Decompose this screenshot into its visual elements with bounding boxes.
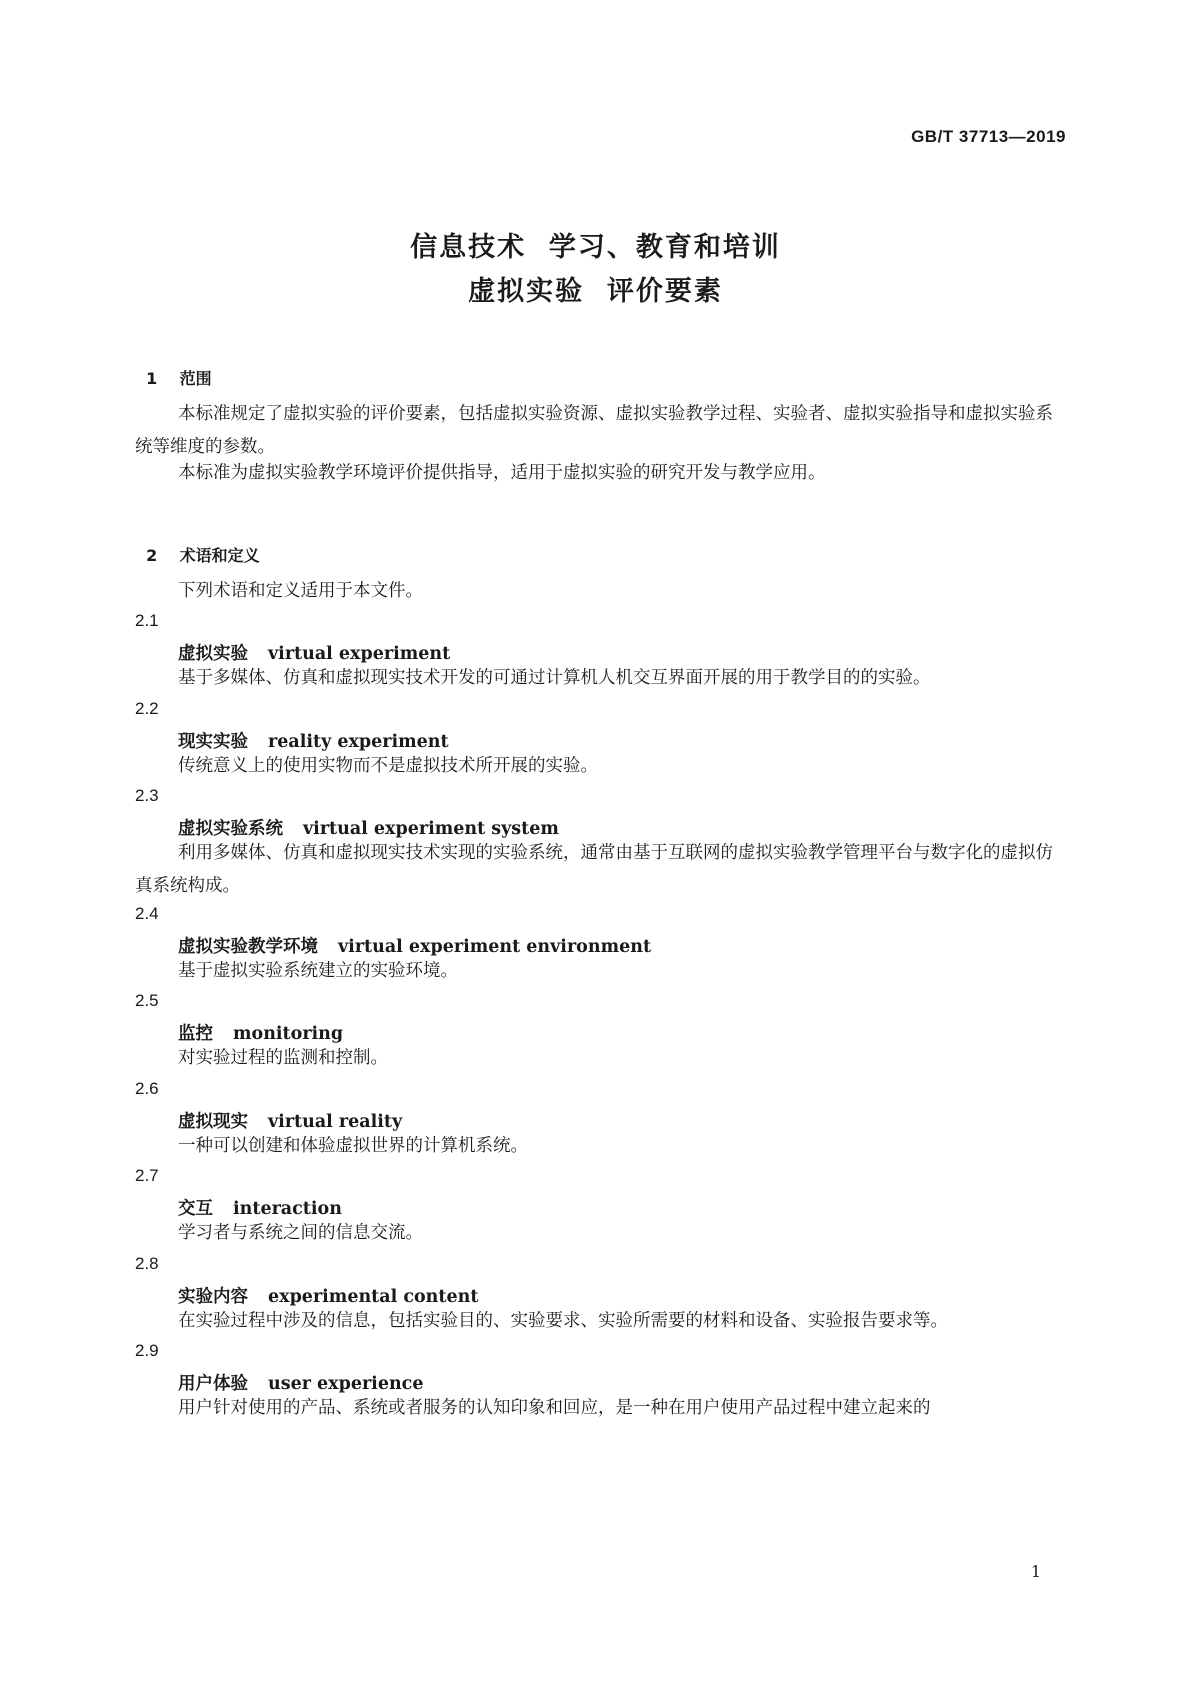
term-zh: 实验内容 bbox=[178, 1287, 248, 1307]
term-definition: 传统意义上的使用实物而不是虚拟技术所开展的实验。 bbox=[178, 756, 598, 776]
term-zh: 虚拟现实 bbox=[178, 1112, 248, 1132]
term-definition: 用户针对使用的产品、系统或者服务的认知印象和回应，是一种在用户使用产品过程中建立起来的 bbox=[178, 1398, 931, 1418]
term-definition: 基于虚拟实验系统建立的实验环境。 bbox=[178, 961, 458, 981]
term-en: virtual experiment system bbox=[303, 819, 559, 839]
term-zh: 用户体验 bbox=[178, 1374, 248, 1394]
term-zh: 现实实验 bbox=[178, 732, 248, 752]
term-number: 2.5 bbox=[135, 991, 159, 1010]
term-number: 2.8 bbox=[135, 1254, 159, 1273]
page-number: 1 bbox=[1030, 1562, 1041, 1581]
term-definition: 一种可以创建和体验虚拟世界的计算机系统。 bbox=[178, 1136, 528, 1156]
term-zh: 虚拟实验系统 bbox=[178, 819, 283, 839]
standard-code: GB/T 37713—2019 bbox=[911, 127, 1066, 146]
title-line-1: 信息技术 学习、教育和培训 bbox=[410, 232, 781, 263]
term-number: 2.7 bbox=[135, 1166, 159, 1185]
term-number: 2.4 bbox=[135, 904, 159, 923]
term-en: virtual experiment bbox=[268, 644, 451, 664]
term-en: virtual experiment environment bbox=[338, 937, 652, 957]
term-number: 2.3 bbox=[135, 786, 159, 805]
term-zh: 虚拟实验教学环境 bbox=[178, 937, 318, 957]
term-definition: 在实验过程中涉及的信息，包括实验目的、实验要求、实验所需要的材料和设备、实验报告要求等。 bbox=[178, 1311, 948, 1331]
document-title bbox=[0, 226, 1191, 314]
term-zh: 交互 bbox=[178, 1199, 213, 1219]
scope-paragraph-1: 本标准规定了虚拟实验的评价要素，包括虚拟实验资源、虚拟实验教学过程、实验者、虚拟实验指导和虚拟实验系统等维度的参数。 bbox=[135, 404, 1053, 457]
section-heading-terms bbox=[135, 524, 260, 566]
term-en: reality experiment bbox=[268, 732, 449, 752]
term-en: interaction bbox=[233, 1199, 342, 1219]
section-heading-scope bbox=[135, 347, 212, 389]
term-definition: 学习者与系统之间的信息交流。 bbox=[178, 1223, 423, 1243]
term-number: 2.6 bbox=[135, 1079, 159, 1098]
term-en: user experience bbox=[268, 1374, 424, 1394]
section-number: 1 bbox=[146, 369, 158, 388]
term-number: 2.2 bbox=[135, 699, 159, 718]
section-title: 范围 bbox=[179, 369, 212, 388]
section-number: 2 bbox=[146, 546, 158, 565]
term-definition: 利用多媒体、仿真和虚拟现实技术实现的实验系统，通常由基于互联网的虚拟实验教学管理平台与数字化的虚拟仿真系统构成。 bbox=[135, 843, 1053, 896]
section-title: 术语和定义 bbox=[179, 546, 260, 565]
scope-paragraph-2: 本标准为虚拟实验教学环境评价提供指导，适用于虚拟实验的研究开发与教学应用。 bbox=[178, 463, 826, 483]
term-definition: 对实验过程的监测和控制。 bbox=[178, 1048, 388, 1068]
term-en: experimental content bbox=[268, 1287, 479, 1307]
term-number: 2.9 bbox=[135, 1341, 159, 1360]
terms-intro-paragraph: 下列术语和定义适用于本文件。 bbox=[178, 581, 423, 601]
term-en: virtual reality bbox=[268, 1112, 403, 1132]
term-number: 2.1 bbox=[135, 611, 159, 630]
title-line-2: 虚拟实验 评价要素 bbox=[468, 276, 723, 307]
term-definition: 基于多媒体、仿真和虚拟现实技术开发的可通过计算机人机交互界面开展的用于教学目的的实验。 bbox=[178, 668, 931, 688]
term-zh: 虚拟实验 bbox=[178, 644, 248, 664]
term-zh: 监控 bbox=[178, 1024, 213, 1044]
term-en: monitoring bbox=[233, 1024, 344, 1044]
